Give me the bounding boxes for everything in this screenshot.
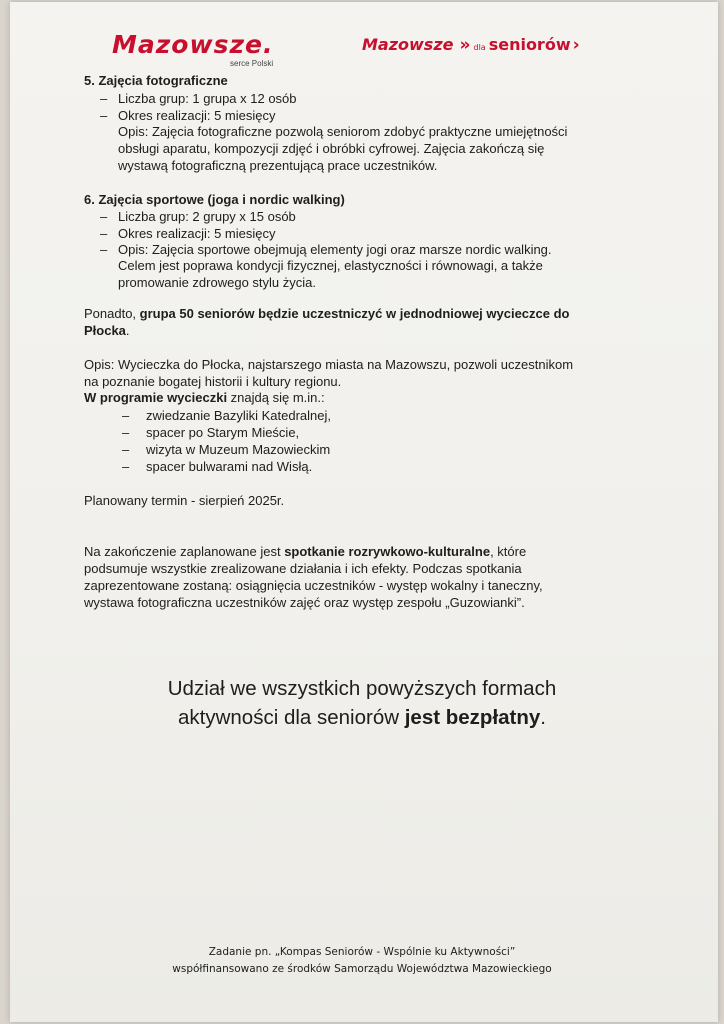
closing-line1-b: spotkanie rozrywkowo-kulturalne: [284, 544, 491, 559]
section-6-item: Liczba grup: 2 grupy x 15 osób: [118, 209, 296, 224]
trip-opis-line: Opis: Wycieczka do Płocka, najstarszego miasta na Mazowszu, pozwoli uczestnikom: [84, 357, 574, 372]
dash: –: [100, 209, 108, 224]
section-6-opis-line: Celem jest poprawa kondycji fizycznej, elastyczności i równowagi, a także: [118, 258, 543, 273]
footer-line1: Zadanie pn. „Kompas Seniorów - Wspólnie ku Aktywności”: [208, 946, 516, 958]
section-6-opis-line: promowanie zdrowego stylu życia.: [118, 275, 316, 290]
announcement-line2-plain: aktywności dla seniorów: [177, 706, 405, 729]
mazowsze-logo: [112, 30, 274, 68]
logo-right-brand: Mazowsze: [362, 35, 454, 54]
trip-program-item: spacer po Starym Mieście,: [146, 425, 300, 440]
section-5-item: Liczba grup: 1 grupa x 12 osób: [118, 91, 297, 106]
dash: –: [122, 442, 130, 457]
logo-right-dla: dla: [473, 43, 486, 52]
trip-program-heading: [84, 390, 325, 406]
trip-program-item: spacer bulwarami nad Wisłą.: [146, 459, 313, 474]
section-5-title: 5. Zajęcia fotograficzne: [84, 73, 228, 88]
announcement-line2-bold: jest bezpłatny: [404, 706, 541, 729]
closing-line1-c: , które: [490, 544, 527, 559]
section-6-item: Okres realizacji: 5 miesięcy: [118, 226, 276, 241]
dash: –: [100, 108, 108, 123]
logo-left-tagline: serce Polski: [230, 59, 274, 68]
trip-program-bold: W programie wycieczki: [84, 390, 228, 405]
logo-left-wordmark: Mazowsze.: [112, 30, 274, 59]
closing-line: zaprezentowane zostaną: osiągnięcia uczestników - występ wokalny i taneczny,: [84, 578, 543, 593]
announcement-line2-end: .: [540, 706, 546, 729]
footer-line2: współfinansowano ze środków Samorządu Województwa Mazowieckiego: [172, 963, 552, 975]
dash: –: [122, 425, 130, 440]
logo-right-chevron-icon: »: [459, 35, 471, 55]
dash: –: [122, 408, 130, 423]
trip-opis-line: na poznanie bogatej historii i kultury regionu.: [84, 374, 342, 389]
trip-intro: [84, 306, 570, 322]
trip-program-item: zwiedzanie Bazyliki Katedralnej,: [146, 408, 331, 423]
trip-termin: Planowany termin - sierpień 2025r.: [84, 493, 285, 508]
dash: –: [122, 459, 130, 474]
trip-intro-plain: Ponadto,: [84, 306, 140, 321]
closing-line: wystawa fotograficzna uczestników zajęć oraz występ zespołu „Guzowianki”.: [84, 595, 525, 610]
dash: –: [100, 226, 108, 241]
section-5-opis-line: Opis: Zajęcia fotograficzne pozwolą seniorom zdobyć praktyczne umiejętności: [118, 124, 568, 139]
trip-program-rest: znajdą się m.in.:: [227, 390, 325, 405]
dash: –: [100, 242, 108, 257]
trip-program-item: wizyta w Muzeum Mazowieckim: [146, 442, 331, 457]
announcement-line1: Udział we wszystkich powyższych formach: [167, 677, 557, 700]
section-6-title: 6. Zajęcia sportowe (joga i nordic walking): [84, 192, 345, 207]
logo-right-seniorow: seniorów: [488, 35, 571, 54]
closing-line: [84, 544, 526, 560]
trip-intro-end: .: [125, 323, 130, 338]
logo-right-end-chevron-icon: ›: [572, 35, 580, 55]
trip-intro-bold2: Płocka: [84, 323, 126, 338]
section-5-opis-line: wystawą fotograficzną prezentującą prace uczestników.: [118, 158, 438, 173]
closing-line1-a: Na zakończenie zaplanowane jest: [84, 544, 285, 559]
section-5-item: Okres realizacji: 5 miesięcy: [118, 108, 276, 123]
trip-intro-bold: grupa 50 seniorów będzie uczestniczyć w jednodniowej wycieczce do: [139, 306, 570, 321]
section-5-opis-line: obsługi aparatu, kompozycji zdjęć i obróbki cyfrowej. Zajęcia zakończą się: [118, 141, 545, 156]
mazowsze-dla-seniorow-logo: [362, 35, 580, 55]
dash: –: [100, 91, 108, 106]
section-6-item: Opis: Zajęcia sportowe obejmują elementy jogi oraz marsze nordic walking.: [118, 242, 552, 257]
trip-intro-cont: [84, 323, 130, 339]
closing-line: podsumuje wszystkie zrealizowane działania i ich efekty. Podczas spotkania: [84, 561, 522, 576]
announcement-line2: [0, 704, 724, 732]
